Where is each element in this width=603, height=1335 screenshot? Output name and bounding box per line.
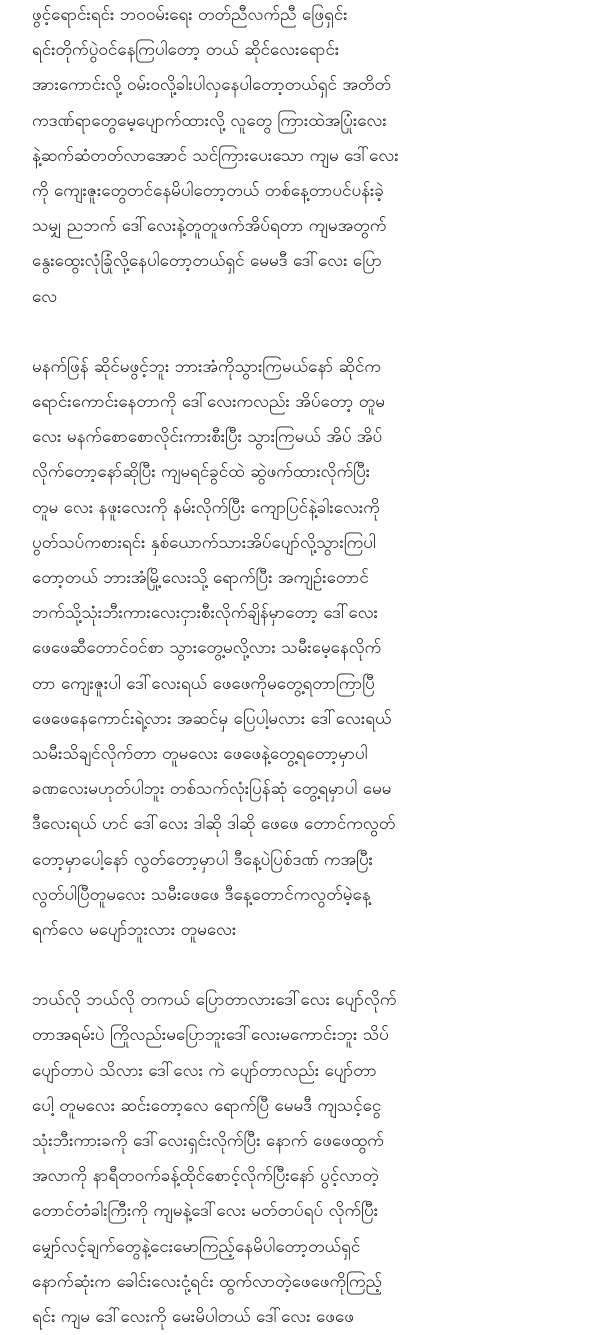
- text-line: တာအရမ်းပဲ ကြိုလည်းမပြောဘူးဒေါ်လေးမကောင်းဘူး သိပ်: [32, 1025, 389, 1046]
- text-line: သမီးသိချင်လိုက်တာ တူမလေး ဖေဖေနဲ့တွေ့ရတော့မှာပါ: [32, 743, 368, 764]
- paragraph-3: [32, 983, 592, 1335]
- text-line: လေ: [32, 286, 58, 307]
- text-line: နောက်ဆုံးက ခေါင်းလေးငုံ့ရင်း ထွက်လာတဲ့ဖေဖေကိုကြည့်: [32, 1271, 383, 1292]
- text-line: ရောင်းကောင်းနေတာကို ဒေါ်လေးကလည်း အိပ်တော့ တူမ: [32, 392, 385, 413]
- text-line: အားကောင်းလို့ ဝမ်းဝလို့ခါးပါလှနေပါတော့တယ်ရှင် အတိတ်: [32, 75, 392, 96]
- text-line: ဖွင့်ရောင်းရင်း ဘဝဝမ်းရေး တတ်ညီလက်ညီ ဖြေရှင်း: [32, 5, 348, 25]
- text-line: လိုက်တော့နော်ဆိုပြီး ကျမရင်ခွင်ထဲ ဆွဲဖက်ထားလိုက်ပြီး: [32, 462, 371, 483]
- text-line: ခဏလေးမဟုတ်ပါဘူး တစ်သက်လုံးပြန်ဆုံ တွေ့ရမှာပါ မေမ: [32, 779, 392, 800]
- text-line: ပျော်တာပဲ သိလား ဒေါ်လေး ကဲ ပျော်တာလည်း ပျော်တာ: [32, 1060, 377, 1081]
- text-line: ရင်း ကျမ ဒေါ်လေးကို မေးမိပါတယ် ဒေါ်လေး ဖေဖေ: [32, 1306, 354, 1327]
- text-line: ရင်းတိုက်ပွဲဝင်နေကြပါတော့ တယ် ဆိုင်လေးရောင်း: [32, 40, 340, 61]
- text-line: ပေါ့ တူမလေး ဆင်းတော့လေ ရောက်ပြီ မေမဒီ ကျသင့်ငွေ: [32, 1095, 382, 1116]
- text-line: ကဒဏ်ရာတွေမေ့ပျောက်ထားလို့ လူတွေ ကြားထဲအပြုံးလေး: [32, 110, 387, 131]
- paragraph-gap: [32, 315, 592, 350]
- text-line: ကို ကျေးဇူးတွေတင်နေမိပါတော့တယ် တစ်နေ့တာပင်ပန်းခဲ့: [32, 180, 384, 201]
- text-line: ဘက်သို့သုံးဘီးကားလေးငှားစီးလိုက်ချိန်မှာတော့ ဒေါ်လေး: [32, 603, 379, 624]
- text-line: အလာကို နာရီတဝက်ခန့်ထိုင်စောင့်လိုက်ပြီးနော် ပွင့်လာတဲ့: [32, 1166, 379, 1187]
- paragraph-gap: [32, 948, 592, 983]
- paragraph-2: [32, 350, 592, 948]
- text-line: တောင်တံခါးကြီးကို ကျမနဲ့ဒေါ်လေး မတ်တပ်ရပ် လိုက်ပြီး: [32, 1201, 379, 1222]
- story-text: [32, 0, 592, 1335]
- text-line: ဖေဖေနေကောင်းရဲ့လား အဆင်မှ ပြေပါ့မလား ဒေါ်လေးရယ်: [32, 708, 392, 729]
- text-line: တော့တယ် ဘားအံမြို့လေးသို့ ရောက်ပြီး အကျဉ်းတောင်: [32, 568, 369, 588]
- text-line: သုံးဘီးကားခကို ဒေါ်လေးရှင်းလိုက်ပြီး နောက် ဖေဖေထွက်: [32, 1131, 384, 1151]
- text-line: တော့မှာပေါ့နော် လွတ်တော့မှာပါ ဒီနေ့ပဲပြစ်ဒဏ် ကအပြီး: [32, 849, 373, 870]
- text-line: ဘယ်လို ဘယ်လို တကယ် ပြောတာလားဒေါ်လေး ပျော်လိုက်: [32, 990, 397, 1011]
- text-line: နွေးထွေးလုံခြုံလို့နေပါတော့တယ်ရှင် မေမဒီ ဒေါ်လေး ပြော: [32, 251, 383, 272]
- text-line: ဖေဖေဆီတောင်ဝင်စာ သွားတွေ့မလို့လား သမီးမေ့နေလိုက်: [32, 638, 382, 659]
- text-line: ရက်လေ မပျော်ဘူးလား တူမလေး: [32, 919, 237, 940]
- text-line: လေး မနက်စောစောလိုင်းကားစီးပြီး သွားကြမယ် အိပ် အိပ်: [32, 427, 383, 448]
- text-line: မျှော်လင့်ချက်တွေနဲ့ငေးမောကြည့်နေမိပါတော့တယ်ရှင်: [32, 1236, 361, 1257]
- text-line: မနက်ဖြန် ဆိုင်မဖွင့်ဘူး ဘားအံကိုသွားကြမယ်နော် ဆိုင်က: [32, 356, 382, 377]
- text-line: လွတ်ပါပြီတူမလေး သမီးဖေဖေ ဒီနေ့တောင်ကလွတ်မဲ့နေ့: [32, 884, 371, 905]
- paragraph-1: [32, 0, 592, 315]
- text-line: သမျှ ညဘက် ဒေါ်လေးနဲ့တူတူဖက်အိပ်ရတာ ကျမအတွက်: [32, 216, 387, 237]
- text-line: ပွတ်သပ်ကစားရင်း နှစ်ယောက်သားအိပ်ပျော်လို့သွားကြပါ: [32, 532, 376, 553]
- text-line: တာ ကျေးဇူးပါ ဒေါ်လေးရယ် ဖေဖေကိုမတွေ့ရတာကြာပြီ: [32, 673, 375, 694]
- text-line: ဒီလေးရယ် ဟင် ဒေါ်လေး ဒါဆို ဒါဆို ဖေဖေ တောင်ကလွတ်: [32, 814, 396, 835]
- text-line: နဲ့ဆက်ဆံတတ်လာအောင် သင်ကြားပေးသော ကျမ ဒေါ်လေး: [32, 145, 399, 166]
- text-line: တူမ လေး နဖူးလေးကို နမ်းလိုက်ပြီး ကျောပြင်နဲ့ခါးလေးကို: [32, 497, 380, 518]
